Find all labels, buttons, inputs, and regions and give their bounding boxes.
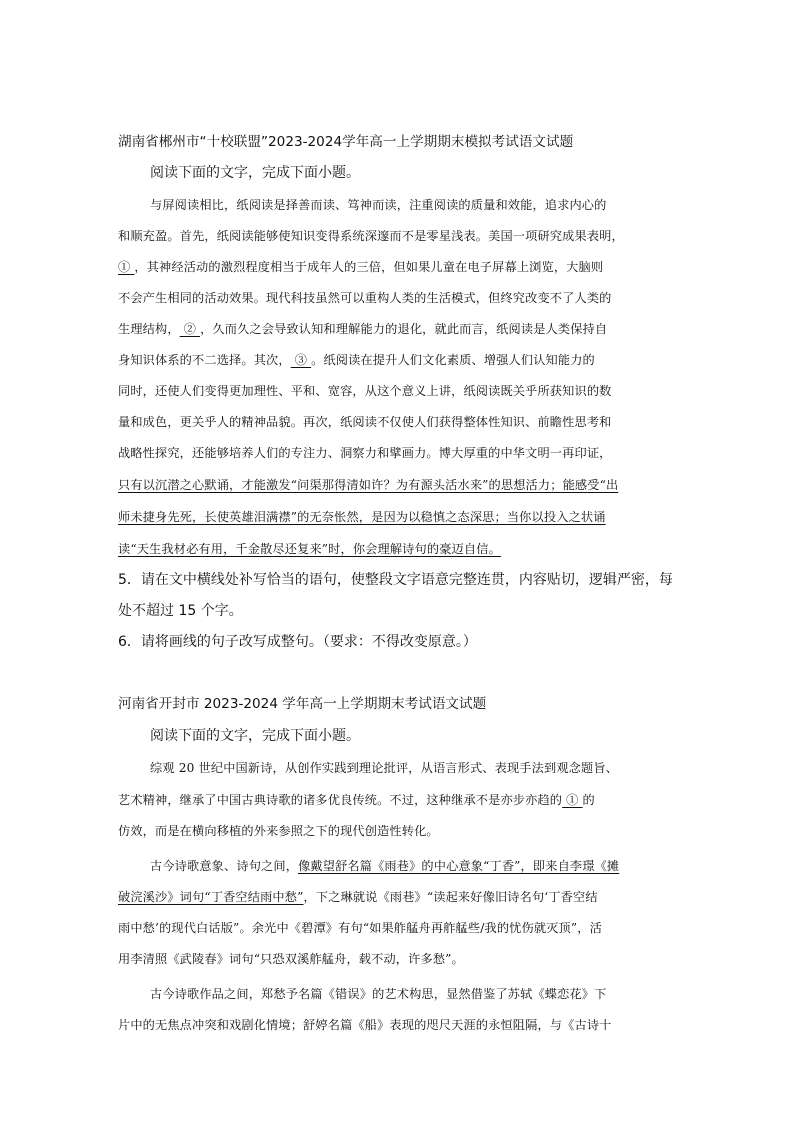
passage-line: [118, 261, 603, 273]
passage-text: ，下之琳就说《雨巷》“读起来好像旧诗名句‘丁香空结: [303, 890, 598, 904]
passage-text: ，其神经活动的激烈程度相当于成年人的三倍，但如果儿童在电子屏幕上浏览，大脑则: [134, 260, 604, 274]
underlined-sentence: 破浣溪沙》词句“丁香空结雨中愁”: [118, 890, 304, 904]
passage-text: 艺术精神，继承了中国古典诗歌的诸多优良传统。不过，这种继承不是亦步亦趋的: [118, 793, 563, 807]
passage-line: [118, 891, 598, 903]
passage-line: 仿效，而是在横向移植的外来参照之下的现代创造性转化。: [118, 824, 439, 838]
passage-line: 和顺充盈。首先，纸阅读能够使知识变得系统深邃而不是零星浅表。美国一项研究成果表明，: [118, 229, 624, 243]
passage-line: [118, 354, 595, 366]
section-title: 河南省开封市 2023-2024 学年高一上学期期末考试语文试题: [118, 696, 487, 712]
blank-2: ②: [179, 322, 201, 336]
passage-line: 与屏阅读相比，纸阅读是择善而读、笃神而读，注重阅读的质量和效能，追求内心的: [150, 198, 607, 212]
passage-line: [150, 860, 619, 872]
passage-line: 综观 20 世纪中国新诗，从创作实践到理论批评，从语言形式、表现手法到观念题旨、: [150, 761, 619, 775]
question-6: 6．请将画线的句子改写成整句。（要求：不得改变原意。）: [118, 634, 477, 650]
passage-text: 生理结构，: [118, 322, 180, 336]
passage-line: 量和成色，更关乎人的精神品貌。再次，纸阅读不仅使人们获得整体性知识、前瞻性思考和: [118, 415, 612, 429]
underlined-sentence: 只有以沉潜之心默诵，才能激发“问渠那得清如许？为有源头活水来”的思想活力；能感受“出: [118, 478, 619, 492]
underlined-sentence: 读“天生我材必有用，千金散尽还复来”时，你会理解诗句的豪迈自信。: [118, 542, 501, 556]
instruction: 阅读下面的文字，完成下面小题。: [150, 165, 360, 181]
underlined-sentence: 像戴望舒名篇《雨巷》的中心意象“丁香”，即来自李璟《摊: [298, 859, 620, 873]
passage-line: 不会产生相同的活动效果。现代科技虽然可以重构人类的生活模式，但终究改变不了人类的: [118, 291, 612, 305]
blank-1: ①: [562, 793, 583, 807]
underlined-sentence: 师未捷身先死，长使英雄泪满襟”的无奈怅然，是因为以稳慎之态深思；当你以投入之状诵: [118, 510, 606, 524]
section-title: 湖南省郴州市“十校联盟”2023-2024学年高一上学期期末模拟考试语文试题: [118, 134, 574, 150]
passage-line: [118, 323, 607, 335]
question-5-cont: 处不超过 15 个字。: [118, 603, 243, 619]
passage-text: ，久而久之会导致认知和理解能力的退化，就此而言，纸阅读是人类保持自: [200, 322, 608, 336]
passage-text: 身知识体系的不二选择。其次，: [118, 353, 291, 367]
passage-text: 的: [582, 793, 595, 807]
passage-line: 片中的无焦点冲突和戏剧化情境；舒婷名篇《船》表现的咫尺天涯的永恒阻隔，与《古诗十: [118, 1018, 612, 1032]
blank-3: ③: [290, 353, 312, 367]
passage-line: [118, 794, 595, 806]
passage-line: 用李清照《武陵春》词句“只恐双溪舴艋舟，载不动，许多愁”。: [118, 952, 464, 966]
passage-line: 同时，还使人们变得更加理性、平和、宽容，从这个意义上讲，纸阅读既关乎所获知识的数: [118, 384, 612, 398]
blank-1: ①: [118, 260, 135, 274]
question-5: 5．请在文中横线处补写恰当的语句，使整段文字语意完整连贯，内容贴切，逻辑严密，每: [118, 572, 673, 588]
instruction: 阅读下面的文字，完成下面小题。: [150, 728, 360, 744]
passage-line: 战略性探究，还能够培养人们的专注力、洞察力和擘画力。博大厚重的中华文明一再印证，: [118, 446, 612, 460]
passage-line: 雨中愁’的现代白话版”。余光中《碧潭》有句“如果舴艋舟再舴艋些/我的忧伤就灭顶”，活: [118, 921, 602, 935]
passage-line: 古今诗歌作品之间，郑愁予名篇《错误》的艺术构思，显然借鉴了苏轼《蝶恋花》下: [150, 987, 607, 1001]
passage-text: 古今诗歌意象、诗句之间，: [150, 859, 299, 873]
passage-text: 。纸阅读在提升人们文化素质、增强人们认知能力的: [311, 353, 595, 367]
